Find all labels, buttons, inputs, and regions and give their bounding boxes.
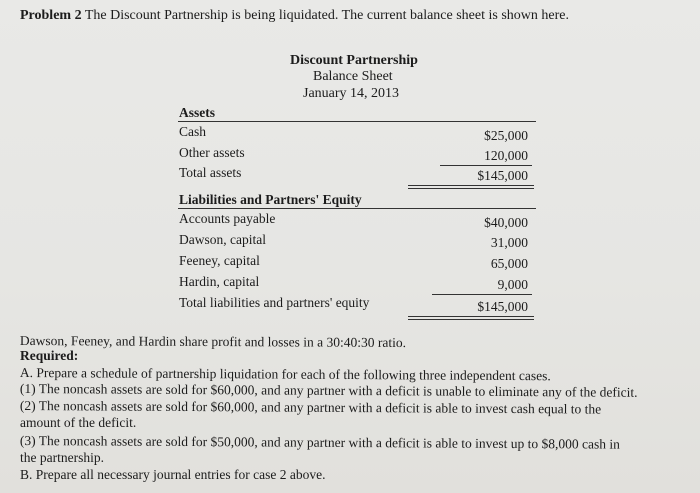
asset-total-double-rule-2 (408, 188, 534, 189)
liabilities-heading-rule (178, 208, 536, 209)
liab-value-ap: $40,000 (484, 215, 528, 230)
asset-value-other: 120,000 (484, 148, 528, 163)
assets-heading: Assets (179, 105, 215, 120)
asset-total-double-rule-1 (408, 185, 534, 186)
sheet-date: January 14, 2013 (303, 86, 400, 101)
asset-label-other: Other assets (179, 145, 245, 160)
asset-label-cash: Cash (179, 124, 206, 139)
liab-total-double-rule-1 (408, 316, 534, 317)
case-3-text-line1: (3) The noncash assets are sold for $50,000, and any partner with a deficit is able to invest up to $8,000 cash in (19, 433, 620, 452)
sheet-title: Balance Sheet (313, 69, 393, 84)
liab-value-hardin: 9,000 (497, 277, 528, 292)
asset-value-total: $145,000 (477, 168, 528, 183)
ratio-text: Dawson, Feeney, and Hardin share profit and losses in a 30:40:30 ratio. (19, 333, 407, 351)
liab-label-ap: Accounts payable (179, 211, 276, 226)
part-a-text: A. Prepare a schedule of partnership liquidation for each of the following three independent cases. (19, 365, 551, 384)
asset-sum-rule (440, 165, 532, 166)
case-2-text-line2: amount of the deficit. (20, 415, 137, 430)
problem-intro: The Discount Partnership is being liquidated. The current balance sheet is shown here. (84, 8, 569, 23)
company-name: Discount Partnership (290, 53, 418, 68)
liab-total-double-rule-2 (408, 319, 534, 320)
liab-label-dawson: Dawson, capital (179, 232, 266, 247)
assets-heading-rule (178, 121, 536, 122)
liab-label-total: Total liabilities and partners' equity (179, 295, 370, 310)
case-2-text-line1: (2) The noncash assets are sold for $60,000, and any partner with a deficit is able to invest cash equal to the (19, 398, 602, 417)
liab-label-feeney: Feeney, capital (179, 253, 260, 268)
liab-value-total: $145,000 (477, 299, 528, 314)
liab-value-feeney: 65,000 (490, 256, 528, 271)
problem-label: Problem 2 (20, 8, 82, 23)
part-b-text: B. Prepare all necessary journal entries for case 2 above. (20, 467, 326, 482)
liab-sum-rule (432, 294, 532, 295)
case-3-text-line2: the partnership. (20, 450, 104, 465)
liab-label-hardin: Hardin, capital (179, 274, 260, 289)
asset-label-total: Total assets (179, 165, 242, 180)
case-1-text: (1) The noncash assets are sold for $60,000, and any partner with a deficit is unable to eliminate any of the deficit. (19, 381, 638, 400)
asset-value-cash: $25,000 (484, 128, 528, 143)
liabilities-heading: Liabilities and Partners' Equity (179, 192, 362, 207)
problem-header (20, 8, 569, 24)
liab-value-dawson: 31,000 (490, 235, 528, 250)
required-heading: Required: (20, 348, 79, 363)
